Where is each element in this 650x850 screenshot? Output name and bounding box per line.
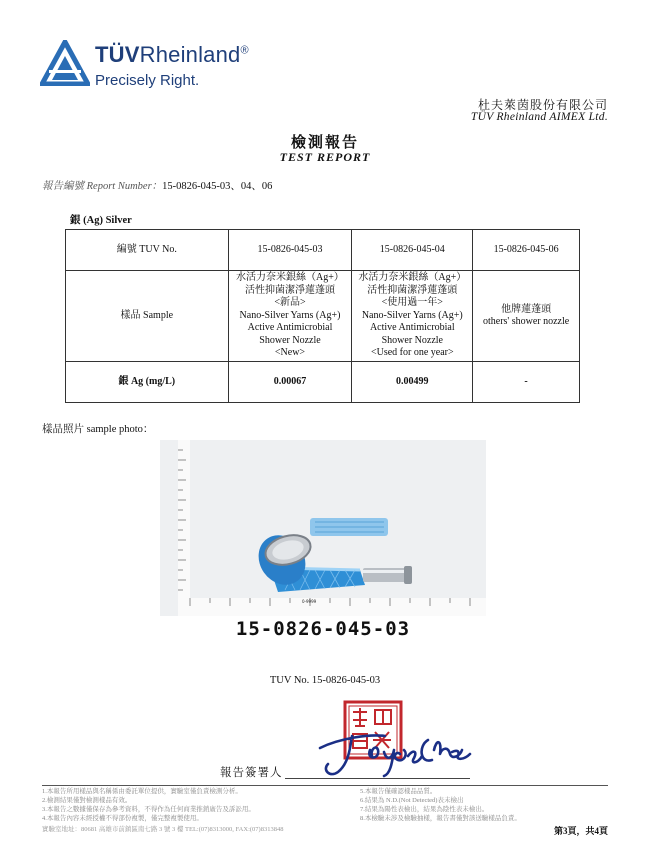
report-number-label: 報告編號 Report Number： [42,181,163,192]
footer-notes-left: 1.本報告所用樣品與名稱係由委託單位提供，實驗室僅負責檢測分析。 2.檢測結果僅對檢測樣品有效。 3.本報告之數據僅保存為參考資料，不得作為任何商業推銷廣告及訴訟用。 4.本報告內容未經授權不得部份複製，僅完整複製使用。 [42,788,255,822]
ruler-tag: 0-9999 [302,599,317,604]
report-number-value: 15-0826-045-03、04、06 [162,181,273,192]
company-name-zh: 杜夫萊茵股份有限公司 [477,98,608,112]
table-cell: 0.00067 [228,362,352,403]
table-cell: 15-0826-045-06 [473,230,580,271]
photo-sample-code: 15-0826-045-03 [235,618,411,640]
report-title-en: TEST REPORT [279,150,371,164]
page-number: 第3頁，共4頁 [553,826,608,836]
table-row-sample [66,271,580,362]
shower-nozzle-photo-image [160,440,486,616]
sample-description-3: 他牌蓮蓬頭 others' shower nozzle [473,271,580,362]
table-cell: 編號 TUV No. [66,230,229,271]
table-cell: 0.00499 [352,362,473,403]
sample-photo [160,440,486,616]
signature-line [285,778,470,779]
footer-notes-right: 5.本報告僅確認樣品品質。 6.結果為 N.D.(Not Detected)表未檢出 7.結果為陽性表檢出，結果為陰性表未檢出。 8.本檢驗未涉及檢驗抽樣，報告書僅對該送驗樣品負責。 [360,788,521,822]
lab-address: 實驗室地址：80681 高雄市前鎮區南七路 3 號 3 樓 TEL:(07)8313000, FAX:(07)8313848 [42,826,284,833]
company-name-en: TÜV Rheinland AIMEX Ltd. [470,111,608,123]
photo-caption: TUV No. 15-0826-045-03 [269,675,381,686]
table-row-tuv-no [66,230,580,271]
brand-tagline: Precisely Right. [95,72,200,89]
photo-label: 樣品照片 sample photo： [42,424,154,435]
results-table [65,229,580,403]
sample-description-2: 水活力奈米銀絲（Ag+） 活性抑菌潔淨蓮蓬頭 <使用過一年> Nano-Silver Yarns (Ag+) Active Antimicrobial Shower Nozzle <Used for one year> [352,271,473,362]
handwritten-signature-icon [300,720,480,780]
report-title-zh: 檢測報告 [290,135,359,151]
brand-name: TÜVRheinland® [95,42,249,67]
table-row-silver [66,362,580,403]
table-cell: 銀 Ag (mg/L) [66,362,229,403]
report-number [42,178,272,193]
signatory-label: 報告簽署人 [220,767,283,779]
tuv-triangle-logo-icon [40,40,90,86]
table-cell: 15-0826-045-03 [228,230,352,271]
table-cell: 15-0826-045-04 [352,230,473,271]
sample-description-1: 水活力奈米銀絲（Ag+） 活性抑菌潔淨蓮蓬頭 <新品> Nano-Silver Yarns (Ag+) Active Antimicrobial Shower Nozzle <New> [228,271,352,362]
footer-divider [42,785,608,786]
table-cell: - [473,362,580,403]
section-label: 銀 (Ag) Silver [70,215,132,226]
table-cell: 樣品 Sample [66,271,229,362]
